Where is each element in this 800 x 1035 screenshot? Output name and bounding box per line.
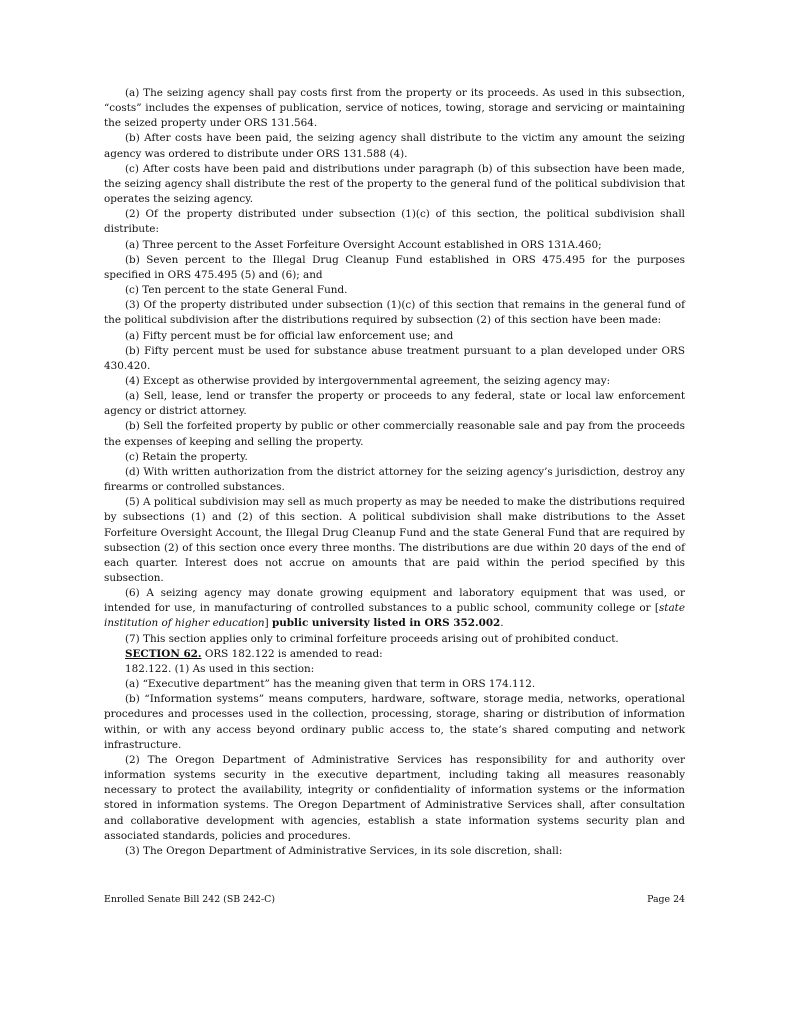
document-body xyxy=(104,86,685,859)
deleted-text: state institution of higher education xyxy=(104,602,685,630)
section-intro: ORS 182.122 is amended to read: xyxy=(201,647,383,660)
paragraph: (2) Of the property distributed under subsection (1)(c) of this section, the political subdivision shall distribute: xyxy=(104,208,685,236)
paragraph: (b) Seven percent to the Illegal Drug Cleanup Fund established in ORS 475.495 for the purposes specified in ORS 475.495 (5) and (6); and xyxy=(104,253,685,281)
paragraph: (c) Ten percent to the state General Fund. xyxy=(125,284,348,297)
paragraph: (c) Retain the property. xyxy=(125,450,248,463)
paragraph: (4) Except as otherwise provided by intergovernmental agreement, the seizing agency may: xyxy=(125,374,611,387)
paragraph-amended xyxy=(104,586,685,631)
inserted-text: public university listed in ORS 352.002 xyxy=(271,617,501,630)
text-run: (6) A seizing agency may donate growing equipment and laboratory equipment that was used, or intended for use, in manufacturing of controlled substances to a public school, community college or [ xyxy=(104,587,685,615)
paragraph: (a) Fifty percent must be for official law enforcement use; and xyxy=(125,329,454,342)
paragraph: (3) The Oregon Department of Administrative Services, in its sole discretion, shall: xyxy=(125,844,563,857)
section-heading: SECTION 62. xyxy=(125,647,202,660)
paragraph: (3) Of the property distributed under subsection (1)(c) of this section that remains in the general fund of the political subdivision after the distributions required by subsection (2) of this section have been made: xyxy=(104,299,685,327)
footer-bill-title: Enrolled Senate Bill 242 (SB 242-C) xyxy=(104,894,276,905)
text-run: . xyxy=(500,617,504,630)
paragraph: (c) After costs have been paid and distributions under paragraph (b) of this subsection have been made, the seizing agency shall distribute the rest of the property to the general fund of the political subdivision that operates the seizing agency. xyxy=(104,162,685,206)
paragraph: (b) Fifty percent must be used for substance abuse treatment pursuant to a plan developed under ORS 430.420. xyxy=(104,344,685,372)
paragraph: (2) The Oregon Department of Administrative Services has responsibility for and authority over information systems security in the executive department, including taking all measures reasonably necessary to protect the availability, integrity or confidentiality of information systems or the information stored in information systems. The Oregon Department of Administrative Services shall, after consultation and collaborative development with agencies, establish a state information systems security plan and associated standards, policies and procedures. xyxy=(104,753,685,842)
paragraph: (a) “Executive department” has the meaning given that term in ORS 174.112. xyxy=(125,678,536,691)
paragraph: 182.122. (1) As used in this section: xyxy=(125,662,315,675)
section-heading-line xyxy=(104,647,685,662)
page-footer xyxy=(104,894,685,905)
paragraph: (5) A political subdivision may sell as much property as may be needed to make the distributions required by subsections (1) and (2) of this section. A political subdivision shall make distributions to the Asset Forfeiture Oversight Account, the Illegal Drug Cleanup Fund and the state General Fund that are required by subsection (2) of this section once every three months. The distributions are due within 20 days of the end of each quarter. Interest does not accrue on amounts that are paid within the period specified by this subsection. xyxy=(104,496,685,584)
paragraph: (b) After costs have been paid, the seizing agency shall distribute to the victim any amount the seizing agency was ordered to distribute under ORS 131.588 (4). xyxy=(104,132,685,160)
paragraph: (7) This section applies only to criminal forfeiture proceeds arising out of prohibited conduct. xyxy=(125,632,619,645)
paragraph: (d) With written authorization from the district attorney for the seizing agency’s jurisdiction, destroy any firearms or controlled substances. xyxy=(104,465,685,494)
paragraph: (a) Sell, lease, lend or transfer the property or proceeds to any federal, state or local law enforcement agency or district attorney. xyxy=(104,390,685,418)
footer-page-number: Page 24 xyxy=(647,894,685,905)
paragraph: (a) Three percent to the Asset Forfeiture Oversight Account established in ORS 131A.460; xyxy=(125,238,602,251)
paragraph: (b) Sell the forfeited property by public or other commercially reasonable sale and pay from the proceeds the expenses of keeping and selling the property. xyxy=(104,420,685,448)
paragraph: (b) “Information systems” means computers, hardware, software, storage media, networks, operational procedures and processes used in the collection, processing, storage, sharing or distribution of information within, or with any access beyond ordinary public access to, the state’s shared computing and network infrastructure. xyxy=(104,693,685,751)
paragraph: (a) The seizing agency shall pay costs first from the property or its proceeds. As used in this subsection, “costs” includes the expenses of publication, service of notices, towing, storage and servicing or maintaining the seized property under ORS 131.564. xyxy=(104,87,685,130)
text-run: ] xyxy=(264,617,272,630)
